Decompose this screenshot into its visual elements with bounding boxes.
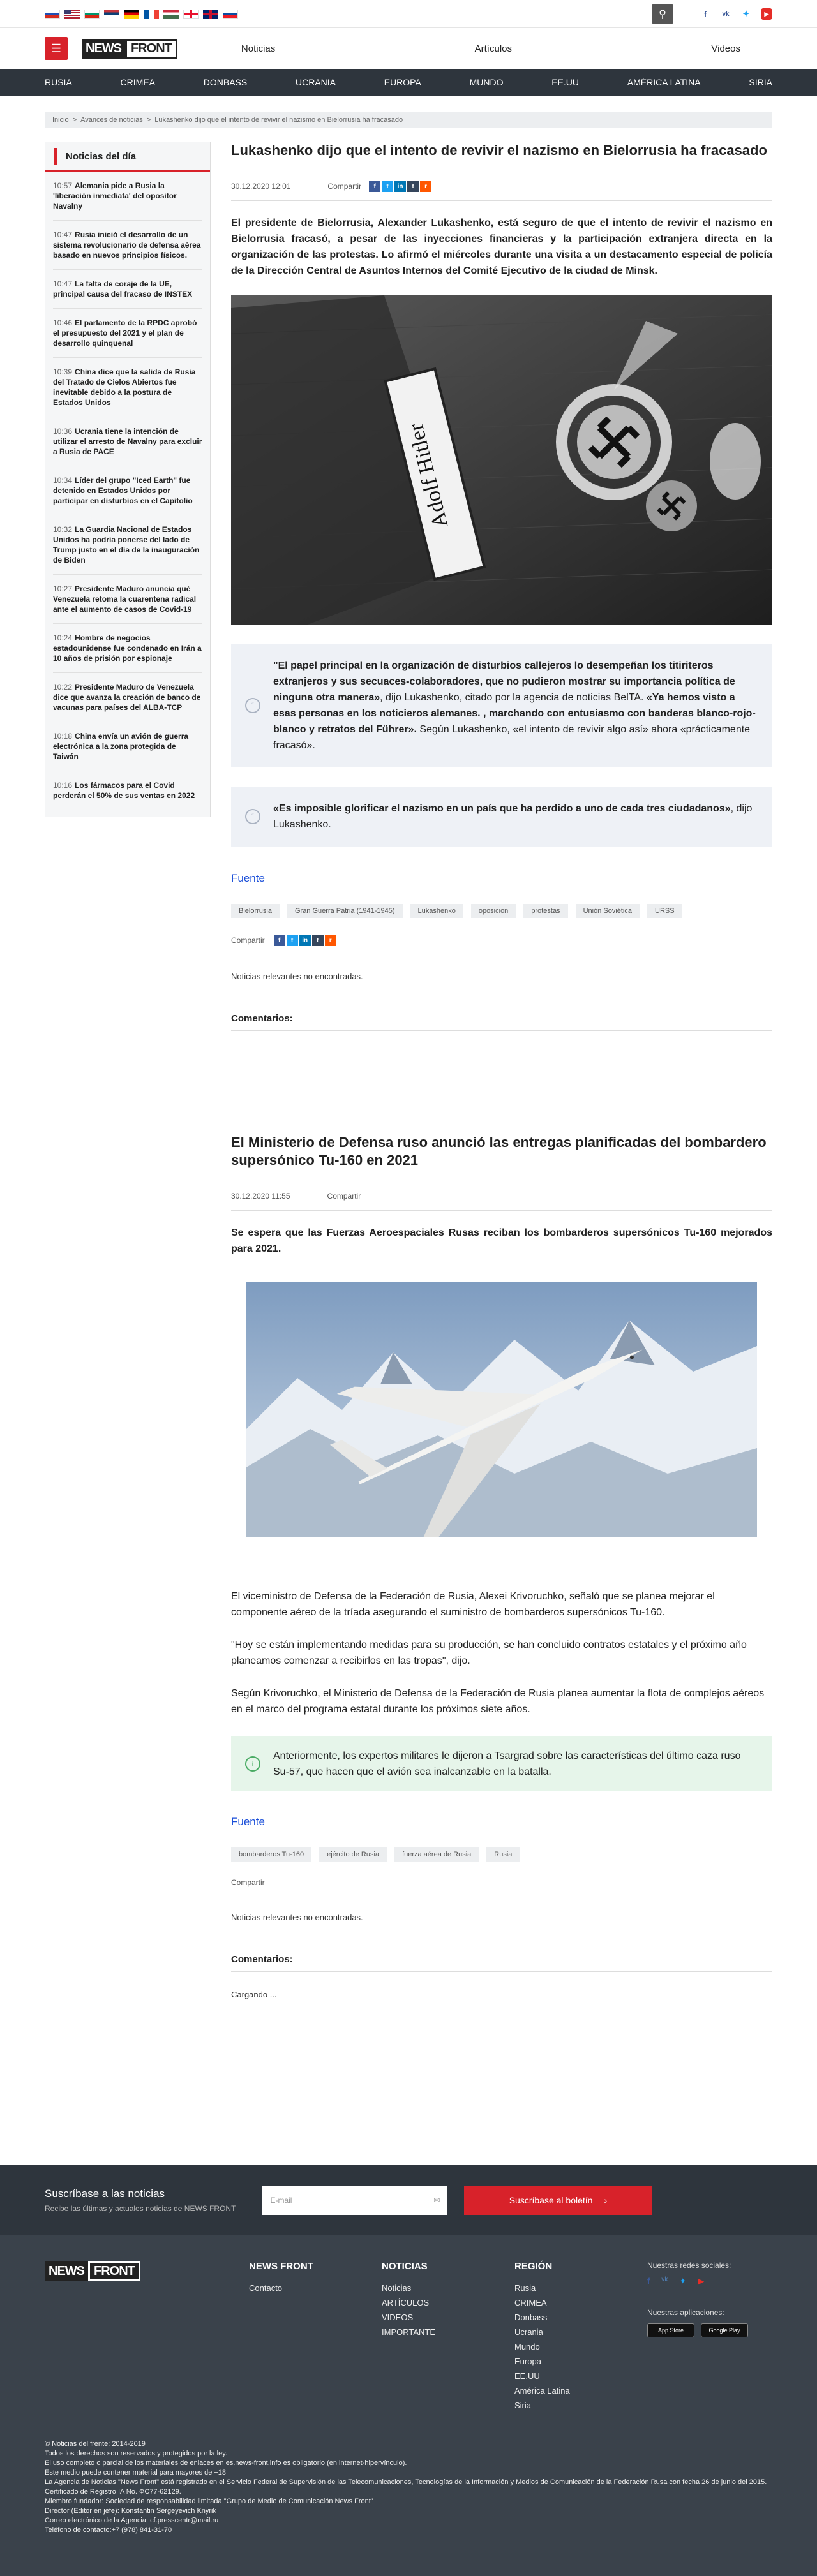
flag-ge-icon[interactable]: [183, 10, 199, 19]
legal-line: Correo electrónico de la Agencia: cf.presscentr@mail.ru: [45, 2517, 219, 2524]
quote-box-1: [231, 644, 772, 767]
legal-line: La Agencia de Noticias "News Front" está registrado en el Servicio Federal de Supervisión de las Telecomunicaciones, Tecnologías de la Información y Medios de Comunicación de la Federación Rusa con fecha 26 de junio del 2015. Certificado de Registro IA No. ФС77-62129.: [45, 2478, 767, 2496]
sidebar-news-item[interactable]: [53, 575, 202, 624]
news-headline: Hombre de negocios estadounidense fue condenado en Irán a 10 años de prisión por espionaje: [53, 633, 202, 663]
top-bar: [0, 0, 817, 28]
sidebar-news-item[interactable]: [53, 221, 202, 270]
news-headline: Los fármacos para el Covid perderán el 50% de sus ventas en 2022: [53, 781, 195, 800]
source-link[interactable]: Fuente: [231, 1816, 265, 1828]
tag-chip[interactable]: oposicion: [471, 904, 516, 918]
news-time: 10:47: [53, 230, 73, 239]
vk-icon[interactable]: vk: [661, 2276, 668, 2283]
news-time: 10:22: [53, 683, 73, 692]
source-link[interactable]: Fuente: [231, 872, 265, 884]
legal-text: [45, 2439, 772, 2535]
logo-front: FRONT: [88, 2261, 140, 2281]
quote-1-bold: "El papel principal en la organización de disturbios callejeros lo desempeñan los titiriteros extranjeros y sus secuaces-colaboradores, que no pudieron mostrar su importancia política de ninguna otra manera»: [273, 660, 735, 703]
news-headline: Presidente Maduro de Venezuela dice que avanza la creación de banco de vacunas para países del ALBA-TCP: [53, 683, 201, 712]
nav-siria[interactable]: SIRIA: [749, 77, 772, 87]
share-facebook-icon[interactable]: f: [274, 935, 285, 946]
news-headline: La falta de coraje de la UE, principal causa del fracaso de INSTEX: [53, 279, 193, 299]
news-time: 10:46: [53, 318, 73, 327]
subscribe-button[interactable]: [464, 2186, 652, 2215]
nav-europa[interactable]: EUROPA: [384, 77, 421, 87]
tag-chip[interactable]: Rusia: [486, 1847, 520, 1862]
comments-loading: Cargando ...: [231, 1990, 277, 1999]
sidebar-news-item[interactable]: [53, 771, 202, 810]
quote-icon: “: [245, 809, 260, 824]
logo-news: NEWS: [45, 2261, 88, 2281]
share-facebook-icon[interactable]: f: [369, 181, 380, 192]
flag-gb-icon[interactable]: [203, 10, 218, 19]
article-paragraph: El viceministro de Defensa de la Federación de Rusia, Alexei Krivoruchko, señaló que se planea mejorar el componente aéreo de la tríada asegurando el suministro de bombarderos supersónicos Tu-160.: [231, 1591, 715, 1618]
vk-icon[interactable]: vk: [722, 10, 730, 18]
footer-col-newsfront: [249, 2261, 382, 2415]
news-time: 10:36: [53, 427, 73, 436]
nav-mundo[interactable]: MUNDO: [469, 77, 504, 87]
legal-line: Director (Editor en jefe): Konstantin Sergeyevich Knyrik: [45, 2507, 217, 2515]
share-label-bottom: Compartir: [231, 936, 265, 945]
share-reddit-icon[interactable]: r: [420, 181, 431, 192]
quote-2-bold: «Es imposible glorificar el nazismo en un país que ha perdido a uno de cada tres ciudadanos»: [273, 803, 731, 814]
tag-chip[interactable]: bombarderos Tu-160: [231, 1847, 311, 1862]
flag-fr-icon[interactable]: [144, 10, 159, 19]
share-label: Compartir: [327, 182, 362, 191]
quote-1-end: Según Lukashenko, «el intento de revivir algo así» ahora «prácticamente fracasó».: [273, 724, 751, 751]
news-headline: Rusia inició el desarrollo de un sistema revolucionario de defensa aérea basado en nuevos principios físicos.: [53, 230, 201, 260]
sidebar-news-item[interactable]: [53, 309, 202, 358]
chevron-right-icon: ›: [604, 2195, 608, 2205]
news-time: 10:39: [53, 367, 73, 376]
social-label: Nuestras redes sociales:: [647, 2261, 731, 2270]
sidebar-title: [45, 142, 210, 172]
tag-chip[interactable]: Bielorrusia: [231, 904, 280, 918]
news-time: 10:57: [53, 181, 73, 190]
share-reddit-icon[interactable]: r: [325, 935, 336, 946]
language-flags: [45, 10, 238, 19]
comments-heading: Comentarios:: [231, 1954, 772, 1972]
site-logo[interactable]: [82, 38, 177, 59]
quote-icon: “: [245, 698, 260, 713]
logo-news: NEWS: [82, 39, 125, 59]
article-title: Lukashenko dijo que el intento de revivir el nazismo en Bielorrusia ha fracasado: [231, 142, 767, 158]
news-headline: Alemania pide a Rusia la 'liberación inmediata' del opositor Navalny: [53, 181, 177, 211]
nav-ucrania[interactable]: UCRANIA: [295, 77, 336, 87]
email-input[interactable]: [262, 2186, 447, 2215]
news-headline: La Guardia Nacional de Estados Unidos ha podría ponerse del lado de Trump justo en el día de la inauguración de Biden: [53, 525, 200, 565]
footer-link[interactable]: EE.UU: [514, 2371, 540, 2381]
facebook-icon[interactable]: f: [703, 9, 707, 19]
tag-chip[interactable]: protestas: [523, 904, 567, 918]
app-store-badge[interactable]: App Store: [647, 2323, 694, 2337]
legal-line: El uso completo o parcial de los materiales de enlaces en es.news-front.info es obligatorio (en internet-hipervínculo).: [45, 2459, 407, 2467]
news-time: 10:34: [53, 476, 73, 485]
sidebar-news-item[interactable]: [53, 417, 202, 466]
news-time: 10:27: [53, 584, 73, 593]
newsletter-subtitle: Recibe las últimas y actuales noticias de NEWS FRONT: [45, 2204, 236, 2213]
footer-link[interactable]: Siria: [514, 2401, 532, 2410]
footer-col-title: REGIÓN: [514, 2261, 553, 2272]
tag-chip[interactable]: Unión Soviética: [576, 904, 640, 918]
photo-caption-text: Adolf Hitler: [403, 421, 453, 531]
breadcrumb: Inicio > Avances de noticias > Lukashenko dijo que el intento de revivir el nazismo en Bielorrusia ha fracasado: [45, 112, 772, 128]
footer-link[interactable]: Rusia: [514, 2283, 536, 2293]
breadcrumb-home[interactable]: Inicio: [52, 116, 69, 124]
quote-box-2: [231, 787, 772, 847]
search-icon[interactable]: ⚲: [652, 4, 673, 24]
footer-link[interactable]: ARTÍCULOS: [382, 2298, 430, 2307]
footer-col-noticias: [382, 2261, 514, 2415]
legal-line: Teléfono de contacto:+7 (978) 841-31-70: [45, 2526, 172, 2534]
tag-chip[interactable]: fuerza aérea de Rusia: [394, 1847, 479, 1862]
sidebar-news-item[interactable]: [53, 624, 202, 673]
footer-link[interactable]: América Latina: [514, 2386, 570, 2395]
share-linkedin-icon[interactable]: in: [299, 935, 311, 946]
legal-line: Miembro fundador: Sociedad de responsabilidad limitada "Grupo de Medio de Comunicación News Front": [45, 2498, 373, 2505]
news-headline: China envía un avión de guerra electrónica a la zona protegida de Taiwán: [53, 732, 189, 761]
footer-link[interactable]: CRIMEA: [514, 2298, 547, 2307]
news-time: 10:47: [53, 279, 73, 288]
footer-link[interactable]: IMPORTANTE: [382, 2327, 436, 2337]
news-time: 10:32: [53, 525, 73, 534]
flag-us-icon[interactable]: [64, 10, 80, 19]
google-play-badge[interactable]: Google Play: [701, 2323, 748, 2337]
related-empty: Noticias relevantes no encontradas.: [231, 972, 363, 981]
footer-col-region: [514, 2261, 647, 2415]
share-linkedin-icon[interactable]: in: [394, 181, 406, 192]
footer-link[interactable]: Noticias: [382, 2283, 412, 2293]
tag-list: [231, 1847, 772, 1862]
quote-1-bold-2: «Ya hemos visto a esas personas en los noticieros alemanes. , marchando con entusiasmo con banderas blanco-rojo-blanco y retratos del Führer».: [273, 692, 756, 735]
article-lead: El presidente de Bielorrusia, Alexander Lukashenko, está seguro de que el intento de revivir el nazismo en Bielorrusia fracasó, a pesar de las inyecciones financieras y la participación extranjera directa en la organización de las protestas. Lo afirmó el miércoles durante una visita a un destacamento especial de policía de la Dirección Central de Asuntos Internos del Comité Ejecutivo de la ciudad de Minsk.: [231, 218, 772, 276]
article-1: [231, 142, 772, 1031]
footer-link[interactable]: Europa: [514, 2357, 541, 2366]
sidebar-news-item[interactable]: [53, 515, 202, 575]
nav-articulos[interactable]: Artículos: [474, 43, 512, 54]
related-note-box: [231, 1736, 772, 1791]
related-note-text: Anteriormente, los expertos militares le dijeron a Tsargrad sobre las características del último caza ruso Su-57, que hacen que el avión sea inalcanzable en la batalla.: [273, 1751, 741, 1777]
quote-2-end: , dijo Lukashenko.: [273, 803, 753, 830]
footer-link[interactable]: Donbass: [514, 2313, 548, 2322]
article-paragraph: Según Krivoruchko, el Ministerio de Defensa de la Federación de Rusia planea aumentar la flota de complejos aéreos en el marco del programa estatal durante los próximos siete años.: [231, 1688, 765, 1715]
article-lead: Se espera que las Fuerzas Aeroespaciales Rusas reciban los bombarderos supersónicos Tu-160 mejorados para 2021.: [231, 1227, 772, 1254]
article-photo: [231, 295, 772, 625]
newsletter-bar: [0, 2165, 817, 2235]
article-date: 30.12.2020 11:55: [231, 1192, 290, 1201]
region-nav: [0, 69, 817, 96]
news-headline: El parlamento de la RPDC aprobó el presupuesto del 2021 y el plan de desarrollo quinquenal: [53, 318, 197, 348]
breadcrumb-section[interactable]: Avances de noticias: [80, 116, 143, 124]
breadcrumb-current: Lukashenko dijo que el intento de revivir el nazismo en Bielorrusia ha fracasado: [154, 116, 403, 124]
nav-videos[interactable]: Videos: [711, 43, 740, 54]
footer-col-title: NOTICIAS: [382, 2261, 428, 2272]
sidebar-news-item[interactable]: [53, 270, 202, 309]
tag-chip[interactable]: URSS: [647, 904, 682, 918]
news-time: 10:18: [53, 732, 73, 741]
facebook-icon[interactable]: f: [647, 2276, 650, 2286]
sidebar-news-item[interactable]: [53, 722, 202, 771]
tag-chip[interactable]: Gran Guerra Patria (1941-1945): [287, 904, 403, 918]
legal-line: Todos los derechos son reservados y protegidos por la ley.: [45, 2450, 227, 2457]
logo-front: FRONT: [125, 39, 177, 59]
news-time: 10:16: [53, 781, 73, 790]
flag-sk-icon[interactable]: [223, 10, 238, 19]
email-placeholder: E-mail: [270, 2196, 292, 2205]
news-headline: Líder del grupo "Iced Earth" fue detenido en Estados Unidos por participar en disturbios en el Capitolio: [53, 476, 193, 505]
twitter-icon[interactable]: ✦: [679, 2276, 687, 2286]
nav-rusia[interactable]: RUSIA: [45, 77, 72, 87]
news-headline: Ucrania tiene la intención de utilizar el arresto de Navalny para excluir a Rusia de PACE: [53, 427, 202, 456]
sidebar-news-item[interactable]: [53, 172, 202, 221]
footer-link[interactable]: VIDEOS: [382, 2313, 414, 2322]
footer-link[interactable]: Contacto: [249, 2283, 283, 2293]
related-empty: Noticias relevantes no encontradas.: [231, 1913, 363, 1922]
sidebar-news-item[interactable]: [53, 358, 202, 417]
menu-icon[interactable]: ☰: [45, 37, 68, 60]
article-2: [231, 1114, 772, 1999]
nav-america-latina[interactable]: AMÉRICA LATINA: [627, 77, 701, 87]
share-label: Compartir: [327, 1192, 361, 1201]
flag-hu-icon[interactable]: [163, 10, 179, 19]
article-date: 30.12.2020 12:01: [231, 182, 291, 191]
nav-donbass[interactable]: DONBASS: [203, 77, 248, 87]
sidebar-title-text: Noticias del día: [66, 151, 137, 162]
nav-noticias[interactable]: Noticias: [241, 43, 276, 54]
news-headline: China dice que la salida de Rusia del Tratado de Cielos Abiertos fue inevitable debido a la postura de Estados Unidos: [53, 367, 196, 407]
quote-1-mid: , dijo Lukashenko, citado por la agencia de noticias BelTA.: [380, 692, 644, 703]
info-icon: i: [245, 1756, 260, 1772]
share-tumblr-icon[interactable]: t: [312, 935, 324, 946]
news-headline: Presidente Maduro anuncia qué Venezuela retoma la cuarentena radical ante el aumento de casos de Covid-19: [53, 584, 197, 614]
tag-chip[interactable]: ejército de Rusia: [319, 1847, 387, 1862]
footer-logo[interactable]: [45, 2261, 249, 2281]
news-time: 10:24: [53, 633, 73, 642]
share-twitter-icon[interactable]: t: [287, 935, 298, 946]
share-label-bottom: Compartir: [231, 1878, 265, 1887]
twitter-icon[interactable]: ✦: [742, 9, 750, 19]
flag-ru-icon[interactable]: [45, 10, 60, 19]
article-paragraph: "Hoy se están implementando medidas para su producción, se han concluido contratos estatales y el próximo año planeamos comenzar a recibirlos en las tropas", dijo.: [231, 1640, 747, 1666]
article-title: El Ministerio de Defensa ruso anunció las entregas planificadas del bombardero supersónico Tu-160 en 2021: [231, 1134, 767, 1168]
youtube-icon[interactable]: ▶: [761, 8, 772, 20]
footer-link[interactable]: Ucrania: [514, 2327, 543, 2337]
newsletter-title: Suscríbase a las noticias: [45, 2187, 165, 2200]
legal-line: © Noticias del frente: 2014-2019: [45, 2440, 146, 2448]
sidebar-news-item[interactable]: [53, 466, 202, 515]
site-footer: [0, 2235, 817, 2576]
subscribe-label: Suscríbase al boletín: [509, 2195, 593, 2205]
youtube-icon[interactable]: ▶: [698, 2276, 705, 2286]
flag-bg-icon[interactable]: [84, 10, 100, 19]
site-header: [0, 28, 817, 69]
header-nav: [209, 43, 772, 54]
sidebar-news-item[interactable]: [53, 673, 202, 722]
comments-heading: Comentarios:: [231, 1013, 772, 1031]
nav-crimea[interactable]: CRIMEA: [120, 77, 155, 87]
share-tumblr-icon[interactable]: t: [407, 181, 419, 192]
flag-de-icon[interactable]: [124, 10, 139, 19]
article-photo: [246, 1282, 757, 1537]
flag-rs-icon[interactable]: [104, 10, 119, 19]
nav-eeuu[interactable]: EE.UU: [551, 77, 580, 87]
mail-icon: ✉: [433, 2196, 440, 2205]
legal-line: Este medio puede contener material para mayores de +18: [45, 2469, 227, 2476]
tag-chip[interactable]: Lukashenko: [410, 904, 463, 918]
share-twitter-icon[interactable]: t: [382, 181, 393, 192]
footer-col-title: NEWS FRONT: [249, 2261, 313, 2272]
apps-label: Nuestras aplicaciones:: [647, 2308, 724, 2317]
footer-link[interactable]: Mundo: [514, 2342, 540, 2351]
tag-list: [231, 904, 772, 918]
news-of-the-day: [45, 142, 211, 817]
